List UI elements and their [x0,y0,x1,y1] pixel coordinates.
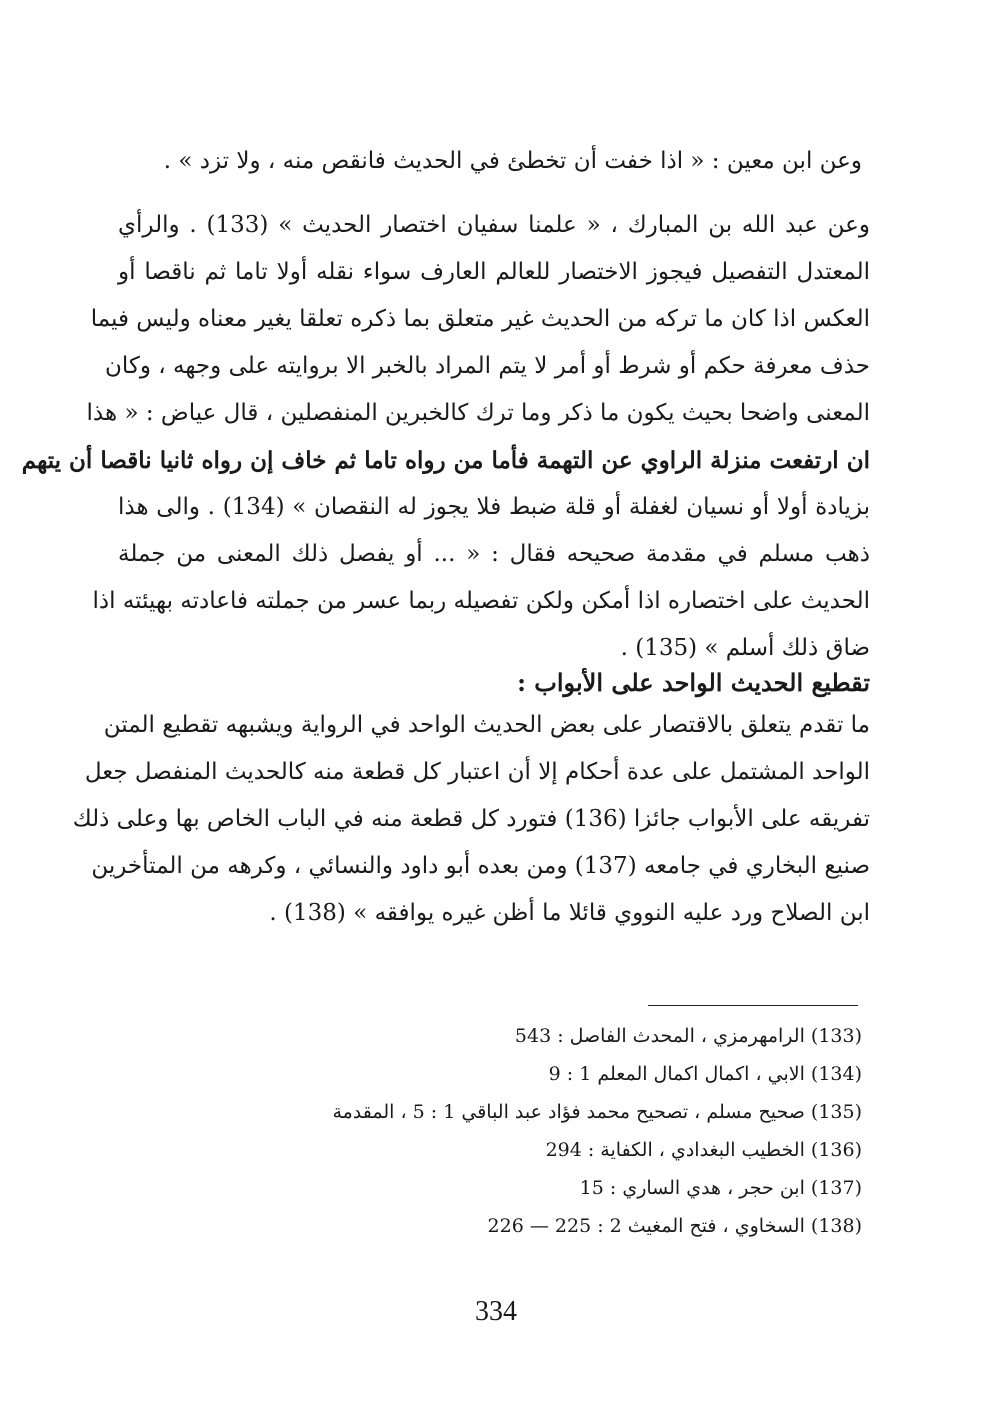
section-heading: تقطيع الحديث الواحد على الأبواب : [517,668,870,697]
quote-line: وعن ابن معين : « اذا خفت أن تخطئ في الحديث فانقص منه ، ولا تزد » . [163,148,862,174]
paragraph-line: ابن الصلاح ورد عليه النووي قائلا ما أظن غيره يوافقه » (138) . [269,900,870,926]
page-number: 334 [475,1296,517,1327]
paragraph-taqti [72,712,870,947]
paragraph-line: وعن عبد الله بن المبارك ، « علمنا سفيان اختصار الحديث » (133) . والرأي [118,212,870,238]
footnote-138: (138) السخاوي ، فتح المغيث 2 : 225 — 226 [487,1215,862,1237]
paragraph-line: صنيع البخاري في جامعه (137) ومن بعده أبو داود والنسائي ، وكرهه من المتأخرين [91,853,870,879]
paragraph-line: حذف معرفة حكم أو شرط أو أمر لا يتم المراد بالخبر الا بروايته على وجهه ، وكان [105,353,870,379]
paragraph-line: المعتدل التفصيل فيجوز الاختصار للعالم العارف سواء نقله أولا تاما ثم ناقصا أو [118,259,870,285]
paragraph-line: العكس اذا كان ما تركه من الحديث غير متعلق بما ذكره تعلقا يغير معناه وليس فيما [90,306,870,332]
paragraph-line: بزيادة أولا أو نسيان لغفلة أو قلة ضبط فلا يجوز له النقصان » (134) . والى هذا [118,494,870,520]
paragraph-line: الواحد المشتمل على عدة أحكام إلا أن اعتبار كل قطعة منه كالحديث المنفصل جعل [84,759,870,785]
footnote-133: (133) الرامهرمزي ، المحدث الفاصل : 543 [514,1025,862,1047]
paragraph-line: الحديث على اختصاره اذا أمكن ولكن تفصيله ربما عسر من جملته فاعادته بهيئته اذا [92,588,870,614]
paragraph-line: المعنى واضحا بحيث يكون ما ذكر وما ترك كالخبرين المنفصلين ، قال عياض : « هذا [86,400,870,426]
footnote-134: (134) الابي ، اكمال اكمال المعلم 1 : 9 [548,1063,862,1085]
paragraph-line-emphasis: ان ارتفعت منزلة الراوي عن التهمة فأما من رواه تاما ثم خاف إن رواه ثانيا ناقصا أن يتهم [21,447,870,474]
paragraph-line: ضاق ذلك أسلم » (135) . [620,635,870,661]
footnote-136: (136) الخطيب البغدادي ، الكفاية : 294 [545,1139,862,1161]
paragraph-ikhtisar [21,212,870,682]
paragraph-line: ما تقدم يتعلق بالاقتصار على بعض الحديث الواحد في الرواية ويشبهه تقطيع المتن [103,712,870,738]
paragraph-line: ذهب مسلم في مقدمة صحيحه فقال : « ... أو يفصل ذلك المعنى من جملة [118,541,870,567]
opening-quote [164,148,862,195]
paragraph-line: تفريقه على الأبواب جائزا (136) فتورد كل قطعة منه في الباب الخاص بها وعلى ذلك [72,806,870,832]
footnote-137: (137) ابن حجر ، هدي الساري : 15 [579,1177,862,1199]
footnotes [332,1024,862,1252]
footnote-separator [648,1005,858,1006]
footnote-135: (135) صحيح مسلم ، تصحيح محمد فؤاد عبد الباقي 1 : 5 ، المقدمة [332,1101,862,1123]
